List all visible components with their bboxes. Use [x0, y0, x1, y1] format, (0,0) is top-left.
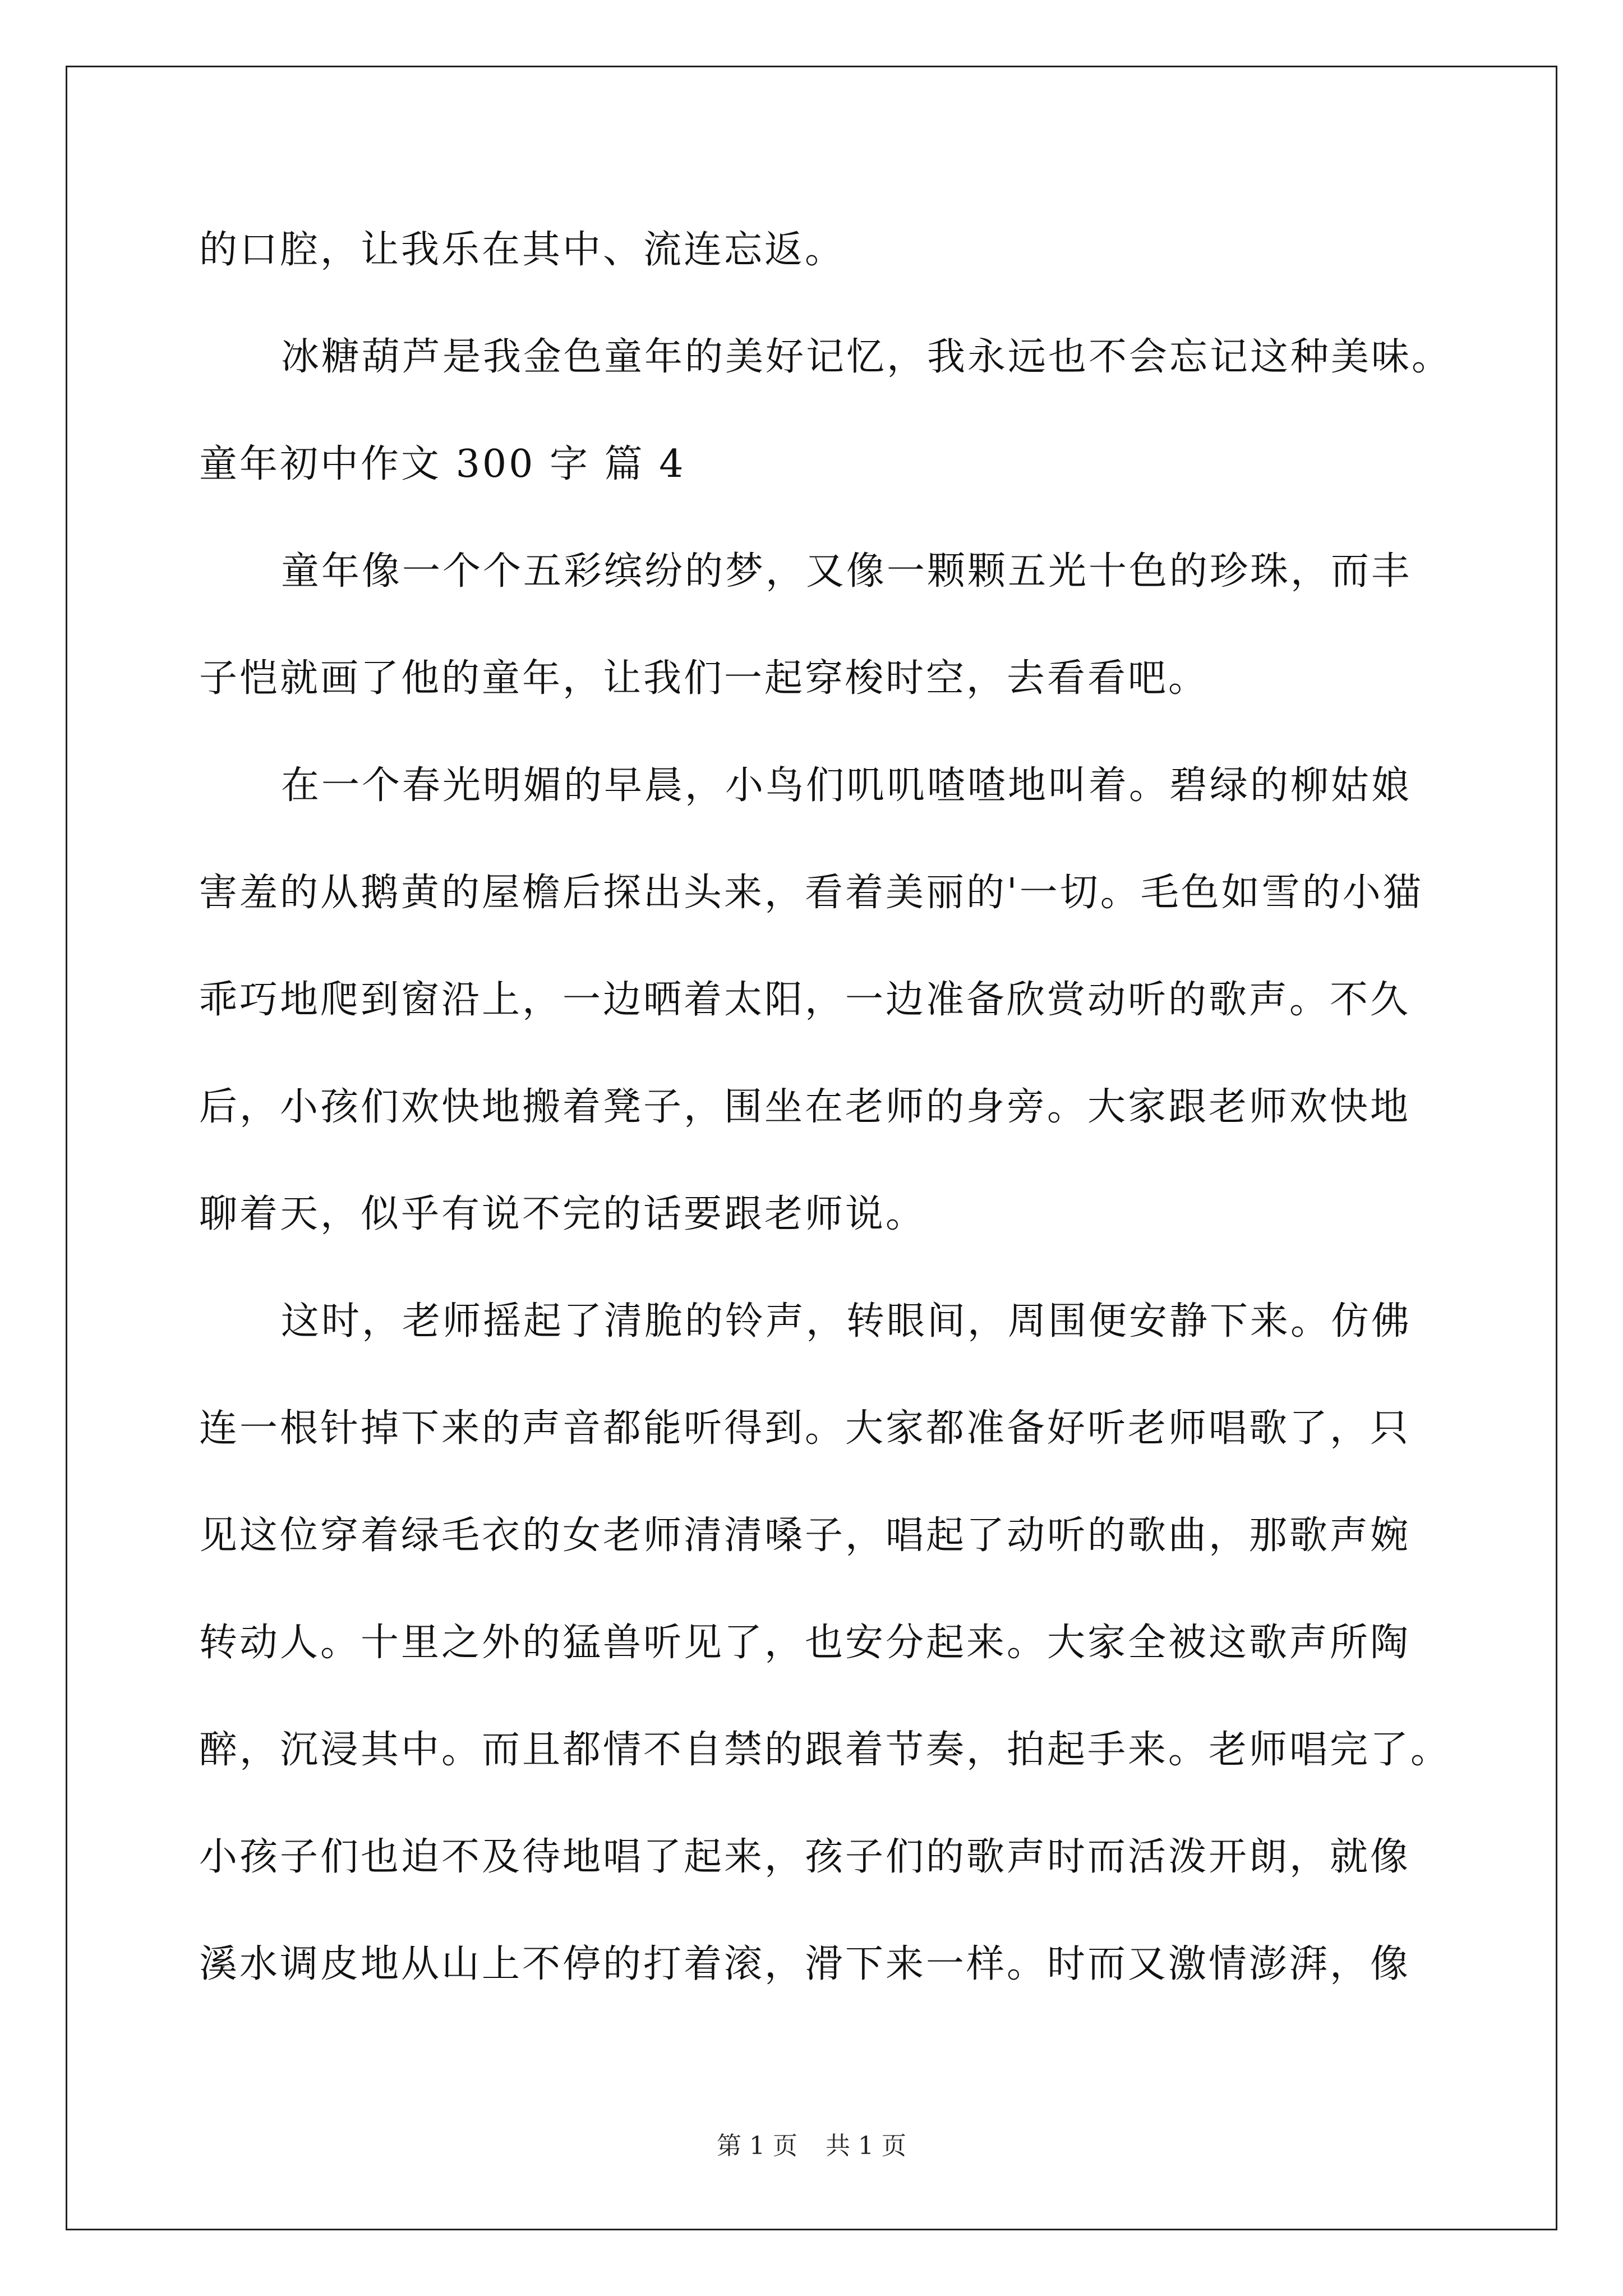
text-line-11: 这时，老师摇起了清脆的铃声，转眼间，周围便安静下来。仿佛: [281, 1299, 1412, 1343]
text-line-2: 冰糖葫芦是我金色童年的美好记忆，我永远也不会忘记这种美味。: [281, 335, 1453, 379]
page-footer: [0, 2129, 1623, 2163]
page-number-total: 共 1 页: [826, 2132, 906, 2160]
section-heading: 童年初中作文 300 字 篇 4: [199, 442, 686, 486]
document-body: [199, 196, 1453, 2018]
text-line-1: 的口腔，让我乐在其中、流连忘返。: [199, 228, 846, 272]
text-line-5: 子恺就画了他的童年，让我们一起穿梭时空，去看看吧。: [199, 656, 1209, 701]
text-line-10: 聊着天，似乎有说不完的话要跟老师说。: [199, 1192, 926, 1236]
text-line-8: 乖巧地爬到窗沿上，一边晒着太阳，一边准备欣赏动听的歌声。不久: [199, 978, 1411, 1022]
text-line-15: 醉，沉浸其中。而且都情不自禁的跟着节奏，拍起手来。老师唱完了。: [199, 1728, 1451, 1772]
text-line-16: 小孩子们也迫不及待地唱了起来，孩子们的歌声时而活泼开朗，就像: [199, 1835, 1411, 1879]
text-line-7: 害羞的从鹅黄的屋檐后探出头来，看着美丽的'一切。毛色如雪的小猫: [199, 871, 1423, 915]
text-line-4: 童年像一个个五彩缤纷的梦，又像一颗颗五光十色的珍珠，而丰: [281, 549, 1412, 593]
text-line-13: 见这位穿着绿毛衣的女老师清清嗓子，唱起了动听的歌曲，那歌声婉: [199, 1513, 1411, 1558]
text-line-12: 连一根针掉下来的声音都能听得到。大家都准备好听老师唱歌了，只: [199, 1406, 1411, 1451]
text-line-9: 后，小孩们欢快地搬着凳子，围坐在老师的身旁。大家跟老师欢快地: [199, 1085, 1411, 1129]
text-line-14: 转动人。十里之外的猛兽听见了，也安分起来。大家全被这歌声所陶: [199, 1621, 1411, 1665]
text-line-6: 在一个春光明媚的早晨，小鸟们叽叽喳喳地叫着。碧绿的柳姑娘: [281, 763, 1412, 808]
text-line-17: 溪水调皮地从山上不停的打着滚，滑下来一样。时而又激情澎湃，像: [199, 1942, 1411, 1986]
page-number-current: 第 1 页: [717, 2132, 797, 2160]
